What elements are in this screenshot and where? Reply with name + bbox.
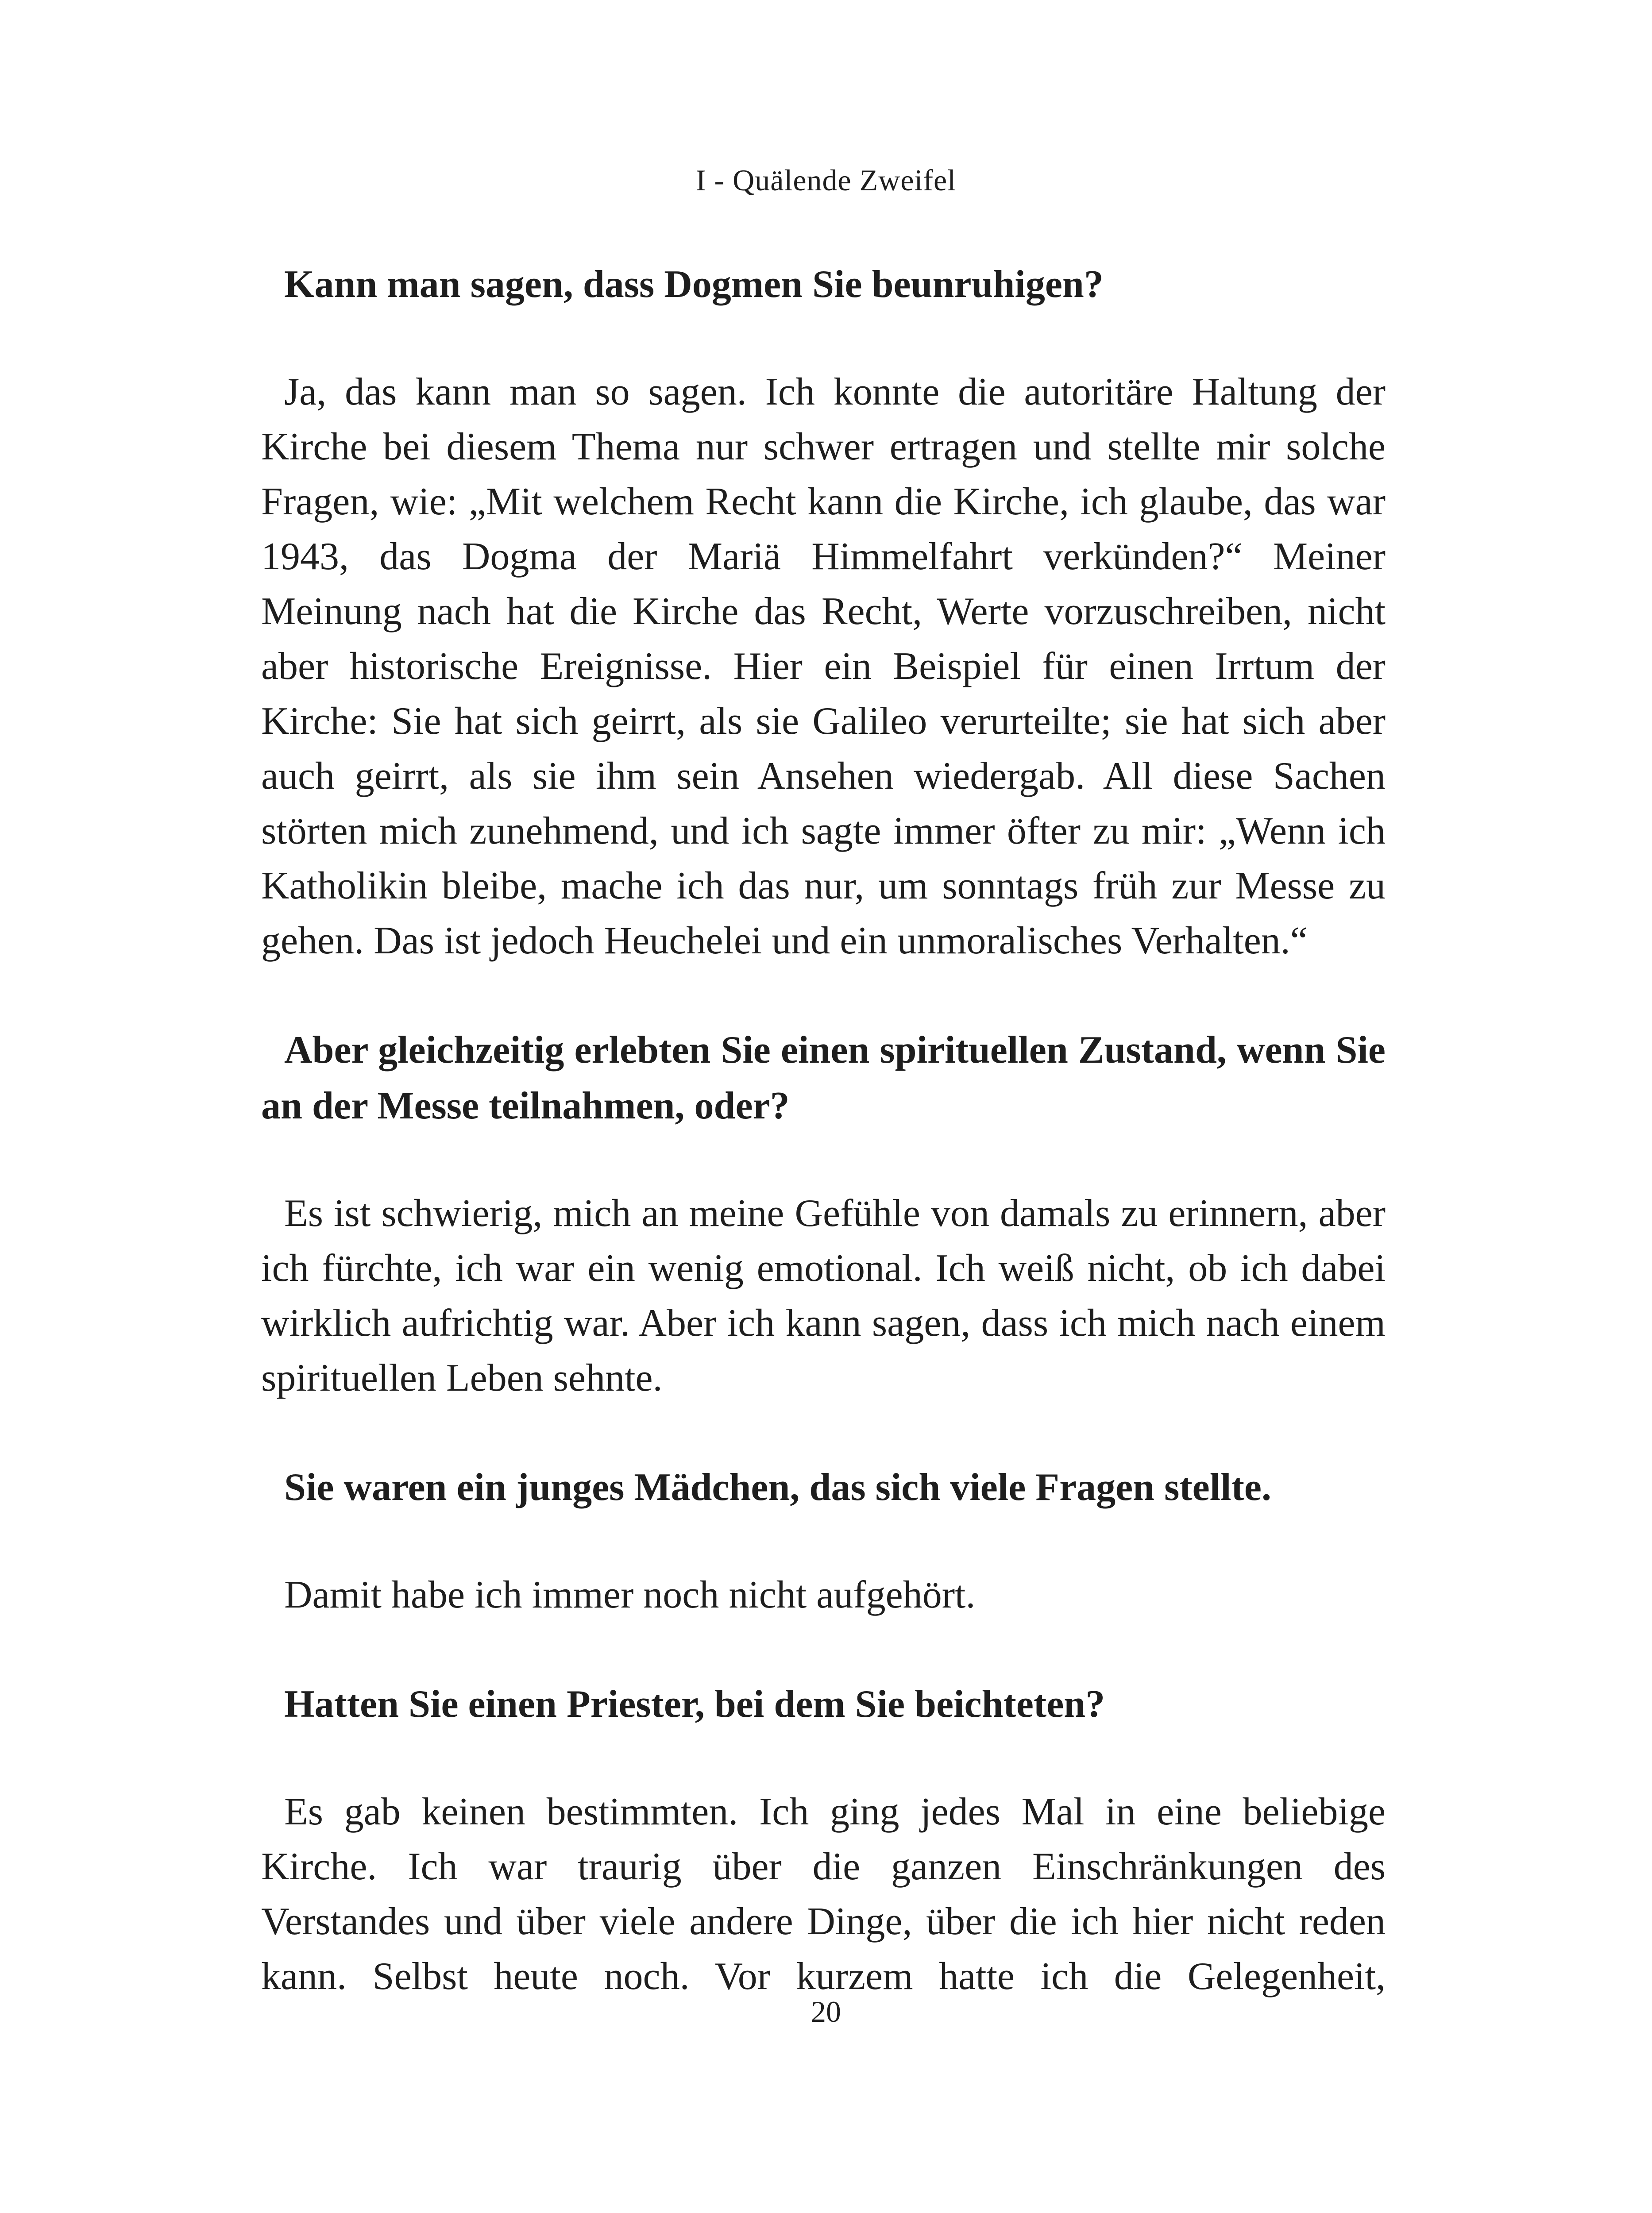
spacer bbox=[261, 1732, 1386, 1785]
question-4: Hatten Sie einen Priester, bei dem Sie beichteten? bbox=[284, 1683, 1105, 1726]
spacer bbox=[261, 968, 1386, 1022]
page-number: 20 bbox=[811, 1995, 841, 2028]
spacer bbox=[261, 1134, 1386, 1186]
spacer bbox=[261, 1515, 1386, 1568]
running-header: I - Quälende Zweifel bbox=[695, 163, 957, 197]
answer-2: Es ist schwierig, mich an meine Gefühle von damals zu erinnern, aber ich fürchte, ich war ein wenig emotional. Ich weiß nicht, ob ich dabei wirklich aufrichtig war. Aber ich kann sagen, dass ich mich nach einem spirituellen Leben sehnte. bbox=[261, 1192, 1386, 1400]
question-1: Kann man sagen, dass Dogmen Sie beunruhigen? bbox=[284, 263, 1104, 306]
answer-4: Es gab keinen bestimmten. Ich ging jedes Mal in eine beliebige Kirche. Ich war traurig über die ganzen Einschränkungen des Verstandes und über viele andere Dinge, über die ich hier nicht reden kann. Selbst heute noch. Vor kurzem hatte ich die Gelegenheit, bbox=[261, 1790, 1386, 1998]
interview-text bbox=[261, 257, 1386, 2004]
answer-1: Ja, das kann man so sagen. Ich konnte die autoritäre Haltung der Kirche bei diesem Thema nur schwer ertragen und stellte mir solche Fragen, wie: „Mit welchem Recht kann die Kirche, ich glaube, das war 1943, das Dogma der Mariä Himmelfahrt verkünden?“ Meiner Meinung nach hat die Kirche das Recht, Werte vorzuschreiben, nicht aber historische Ereignisse. Hier ein Beispiel für einen Irrtum der Kirche: Sie hat sich geirrt, als sie Galileo verurteilte; sie hat sich aber auch geirrt, als sie ihm sein Ansehen wiedergab. All diese Sachen störten mich zunehmend, und ich sagte immer öfter zu mir: „Wenn ich Katholikin bleibe, mache ich das nur, um sonntags früh zur Messe zu gehen. Das ist jedoch Heuchelei und ein unmoralisches Verhalten.“ bbox=[261, 370, 1386, 962]
question-2: Aber gleichzeitig erlebten Sie einen spirituellen Zustand, wenn Sie an der Messe teilnahmen, oder? bbox=[261, 1029, 1386, 1127]
question-3: Sie waren ein junges Mädchen, das sich viele Fragen stellte. bbox=[284, 1466, 1271, 1509]
spacer bbox=[261, 312, 1386, 365]
spacer bbox=[261, 1623, 1386, 1677]
answer-3: Damit habe ich immer noch nicht aufgehört. bbox=[284, 1573, 976, 1616]
spacer bbox=[261, 1406, 1386, 1460]
